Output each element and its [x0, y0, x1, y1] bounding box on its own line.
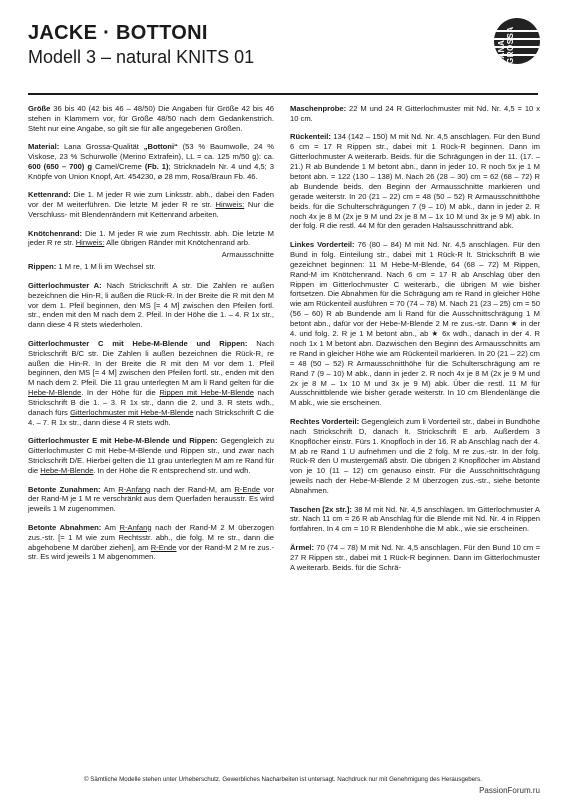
header	[28, 22, 254, 68]
section-rueckenteil: Rückenteil: 134 (142 – 150) M mit Nd. Nr. 4,5 anschlagen. Für den Bund 6 cm = 17 R Rippen str., dabei mit 1 Rück-R beginnen. Dann im Gitterlochmuster A weiterarb. Beids. für die Schrägungen in der 11. (17. – 21.) R ab Bundende 1 M betont abn., dann in jeder 10. R noch 5x je 1 M betont abn. = 122 (130 – 138) M. Nach 26 (28 – 30) cm = 62 (68 – 72) R ab Bundende beids. den Beginn der Armausschnitte markieren und gerade weiterstr. In 20 (21 – 22) cm = 48 (50 – 52) R Armausschnitthöhe beids. für die Schulterschrägungen 7 (9 – 10) M abk., dann in jeder 2. R noch 4x je 8 M (2x je 9 M und 2x je 8 M – 1x 10 M und 3x je 9 M) abk. In der folg. R die restl. 44 M für den geraden Halsausschnittrand abk.	[290, 132, 540, 231]
section-linkes-vorderteil: Linkes Vorderteil: 76 (80 – 84) M mit Nd. Nr. 4,5 anschlagen. Für den Bund in folg. Einteilung str., dabei mit 1 Rück-R lt. Strickschrift B wie gezeichnet beginnen: 11 M Hebe-M-Blende, 64 (68 – 72) M Rippen, Rand-M im Knötchenrand. Nach 6 cm = 17 R ab Anschlag über den Rippen im Gitterlochmuster C weiterarb., die übrigen M wie bisher fortsetzen. Die Abnahmen für die Schrägung am re Rand in gleicher Höhe wie am Rückenteil ausführen = 70 (74 – 78) M. Nach 21 (23 – 25) cm = 50 (56 – 60) R ab Bundende am li Rand für die Ausschnittschrägung 1 M betont abn., dafür vor der Hebe-M-Blende 2 M re zus.-str. Dann ★ in der 4. und folg. 2. R je 1 M betont abn., ab ★ 6x wdh., danach in der 4. R noch 1x 1 M betont abn. Dazwischen den Beginn des Armausschnitts am re Rand in gleicher Höhe wie am Rückenteil markieren. In 20 (21 – 22) cm = 48 (50 – 52) R Armausschnitthöhe für die Schulterschrägung am re Rand 7 (9 – 10) M abk., dann in jeder 2. R noch 4x je 8 M (2x je 9 M und 2x je 8 M – 1x 10 M und 3x je 9 M) abk. Über die restl. 11 M für Ausschnittblende wie bisher gerade weiterstr. In 10 cm Blendenlänge die M abk., wie sie erscheinen.	[290, 239, 540, 408]
heading-maschenprobe: Maschenprobe:	[290, 104, 347, 113]
right-column	[290, 104, 540, 581]
heading-rechtes-vorderteil: Rechtes Vorderteil:	[290, 416, 360, 426]
section-material: Material: Lana Grossa-Qualität „Bottoni“ (53 % Baumwolle, 24 % Viskose, 23 % Schurwolle (Merino Extrafein), LL = ca. 125 m/50 g): ca. 600 (650 – 700) g Camel/Creme (Fb. 1); Stricknadeln Nr. 4 und 4,5; 3 Knöpfe von Union Knopf, Art. 454230, ø 28 mm, Rosa/Braun Fb. 46.	[28, 142, 275, 181]
logo-text: LANA GROSSA	[497, 26, 515, 64]
heading-aermel: Ärmel:	[290, 542, 315, 552]
heading-rippen: Rippen:	[28, 262, 57, 272]
lana-grossa-logo	[494, 18, 540, 64]
heading-groesse: Größe	[28, 104, 51, 113]
heading-rueckenteil: Rückenteil:	[290, 132, 331, 142]
heading-gitterlochmuster-c: Gitterlochmuster C mit Hebe-M-Blende und Rippen:	[28, 338, 248, 348]
section-betonte-zunahmen: Betonte Zunahmen: Am R-Anfang nach der Rand-M, am R-Ende vor der Rand-M je 1 M re verschränkt aus dem Querfaden herausstr. Es wird jeweils 1 M zugenommen.	[28, 484, 274, 514]
header-divider	[28, 93, 538, 95]
section-groesse: Größe 36 bis 40 (42 bis 46 – 48/50) Die Angaben für Größe 42 bis 46 stehen in Klammern vor, für Größe 48/50 nach dem Gedankenstrich. Steht nur eine Angabe, so gilt sie für alle angegebenen Größen.	[28, 104, 274, 133]
section-maschenprobe: Maschenprobe: 22 M und 24 R Gitterlochmuster mit Nd. Nr. 4,5 = 10 x 10 cm.	[290, 104, 540, 123]
section-betonte-abnahmen: Betonte Abnahmen: Am R-Anfang nach der Rand-M 2 M überzogen zus.-str. [= 1 M wie zum Rechtsstr. abh., die folg. M re str., dann die abgehobene M darüber ziehen], am R-Ende vor der Rand-M 2 M re zus.-str. Es wird jeweils 1 M abgenommen.	[28, 522, 275, 562]
heading-betonte-abnahmen: Betonte Abnahmen:	[28, 522, 102, 532]
heading-gitterlochmuster-a: Gitterlochmuster A:	[28, 280, 102, 290]
section-aermel: Ärmel: 70 (74 – 78) M mit Nd. Nr. 4,5 anschlagen. Für den Bund 10 cm = 27 R Rippen str., dabei mit 1 Rück-R beginnen. Dann im Gitterlochmuster A weiterarb. Beids. für die Schrä-	[290, 542, 540, 572]
heading-taschen: Taschen [2x str.]:	[290, 504, 352, 514]
section-gitterlochmuster-a: Gitterlochmuster A: Nach Strickschrift A str. Die Zahlen re außen bezeichnen die Hin-R, li außen die Rück-R. In der Breite die R mit den M vor dem 1. Pfeil beginnen, den MS [= 4 M] zwischen den Pfeilen fortl. str., enden mit den M nach dem 2. Pfeil. In der Höhe die 1. – 4. R 1x str., dann diese 4 R stets wiederholen.	[28, 280, 275, 330]
page-title: JACKE · BOTTONI	[28, 22, 208, 44]
heading-linkes-vorderteil: Linkes Vorderteil:	[290, 239, 355, 249]
heading-material: Material:	[28, 142, 60, 152]
section-taschen: Taschen [2x str.]: 38 M mit Nd. Nr. 4,5 anschlagen. Im Gitterlochmuster A str. Nach 11 cm = 26 R ab Anschlag für die Blende mit Nd. Nr. 4 in Rippen fortfahren. In 4 cm = 10 R Blendenhöhe die M abk., wie sie erscheinen.	[290, 504, 540, 534]
page-subtitle: Modell 3 – natural KNITS 01	[28, 47, 255, 67]
section-gitterlochmuster-e: Gitterlochmuster E mit Hebe-M-Blende und Rippen: Gegengleich zu Gitterlochmuster C mit Hebe-M-Blende und Rippen str., und zwar nach Strickschrift D/E. Hierbei gelten die 11 grau unterlegten M am re Rand für die Hebe-M-Blende. In der Höhe die R entsprechend str. und wdh.	[28, 436, 274, 476]
section-gitterlochmuster-c: Gitterlochmuster C mit Hebe-M-Blende und Rippen: Nach Strickschrift B/C str. Die Zahlen li außen bezeichnen die Rück-R, re außen die Hin-R. In der Breite die R mit den M vor dem 1. Pfeil beginnen, den MS [= 4 M] zwischen den Pfeilen fortl. str., enden mit den M nach dem 2. Pfeil. Die 11 grau unterlegten M am li Rand gelten für die Hebe-M-Blende. In der Höhe für die Rippen mit Hebe-M-Blende nach Strickschrift B die 1. – 3. R 1x str., dann die 2. und 3. R stets wdh., danach fürs Gitterlochmuster mit Hebe-M-Blende nach Strickschrift C die 4. – 7. R 1x str., dann diese 4 R stets wdh.	[28, 338, 275, 427]
heading-betonte-zunahmen: Betonte Zunahmen:	[28, 484, 101, 494]
section-knoetchenrand: Knötchenrand: Die 1. M jeder R wie zum Rechtsstr. abh. Die letzte M jeder R re str. Hinweis: Alle übrigen Ränder mit Knötchenrand arb.	[28, 228, 274, 248]
watermark: PassionForum.ru	[479, 786, 540, 795]
heading-gitterlochmuster-e: Gitterlochmuster E mit Hebe-M-Blende und Rippen:	[28, 436, 218, 446]
heading-kettenrand: Kettenrand:	[28, 190, 71, 200]
section-kettenrand: Kettenrand: Die 1. M jeder R wie zum Linksstr. abh., dabei den Faden vor der M weiterführen. Die letzte M jeder R re str. Hinweis: Nur die Verschluss- mit Blendenrändern mit Kettenrand arbeiten.	[28, 190, 274, 220]
left-column	[28, 104, 274, 571]
section-rechtes-vorderteil: Rechtes Vorderteil: Gegengleich zum li Vorderteil str., dabei in Bundhöhe nach Strickschrift D, danach lt. Strickschrift E arb. Außerdem 3 Knopflöcher einstr. Fürs 1. Knopfloch in der 16. R ab Anschlag nach der 4. M ab re Rand 1 U aufnehmen und die 2 folg. M re zus.-str. In der folg. Rück-R den U mustergemäß abstr. Die übrigen 2 Knopflöcher im Abstand von je 10 (11 – 12) cm genauso einstr. Für die Ausschnittschrägung jeweils nach der Hebe-M-Blende 2 M überzogen zus.-str., siehe betonte Abnahmen.	[290, 416, 540, 496]
copyright-footer: © Sämtliche Modelle stehen unter Urheberschutz. Gewerbliches Nacharbeiten ist untersagt. Nachdruck nur mit Genehmigung des Herausgebers.	[83, 776, 482, 783]
section-rippen: Rippen: 1 M re, 1 M li im Wechsel str.	[28, 262, 156, 272]
label-armausschnitte: Armausschnitte	[221, 250, 274, 260]
heading-knoetchenrand: Knötchenrand:	[28, 228, 82, 238]
